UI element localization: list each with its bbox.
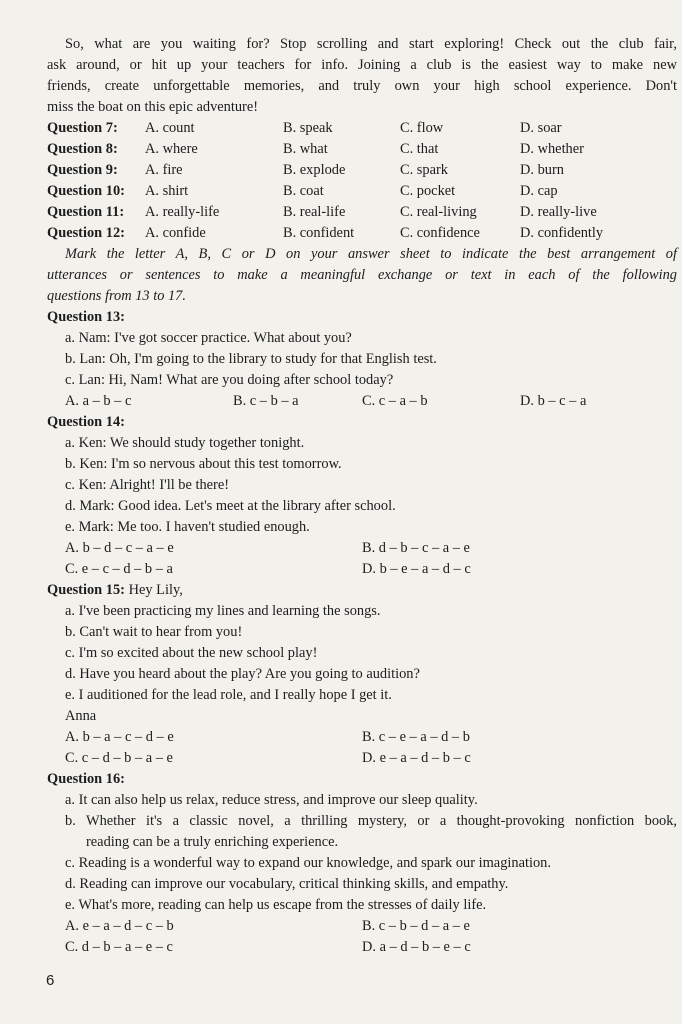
intro-line: friends, create unforgettable memories, and truly own your high school experience. Don't (47, 78, 677, 94)
option-d[interactable]: D. b – c – a (520, 393, 587, 409)
utterance: b. Ken: I'm so nervous about this test tomorrow. (65, 456, 342, 472)
option-d[interactable]: D. soar (520, 120, 562, 136)
option-c[interactable]: C. that (400, 141, 439, 157)
instruction-line: questions from 13 to 17. (47, 288, 186, 304)
page-number: 6 (46, 972, 55, 989)
question-title: Question 13: (47, 309, 125, 325)
intro-line: So, what are you waiting for? Stop scrolling and start exploring! Check out the club fair, (65, 36, 677, 52)
utterance: a. Nam: I've got soccer practice. What about you? (65, 330, 352, 346)
option-b[interactable]: B. confident (283, 225, 355, 241)
sentence: c. Reading is a wonderful way to expand our knowledge, and spark our imagination. (65, 855, 551, 871)
option-d[interactable]: D. burn (520, 162, 564, 178)
question-label: Question 8: (47, 141, 118, 157)
option-d[interactable]: D. really-live (520, 204, 597, 220)
question-label: Question 11: (47, 204, 125, 220)
option-c[interactable]: C. c – d – b – a – e (65, 750, 173, 766)
option-c[interactable]: C. spark (400, 162, 448, 178)
question-label: Question 10: (47, 183, 125, 199)
option-a[interactable]: A. b – d – c – a – e (65, 540, 174, 556)
option-b[interactable]: B. coat (283, 183, 324, 199)
utterance: a. I've been practicing my lines and learning the songs. (65, 603, 381, 619)
option-a[interactable]: A. confide (145, 225, 206, 241)
option-b[interactable]: B. c – b – a (233, 393, 299, 409)
option-c[interactable]: C. e – c – d – b – a (65, 561, 173, 577)
utterance: b. Lan: Oh, I'm going to the library to study for that English test. (65, 351, 437, 367)
option-d[interactable]: D. e – a – d – b – c (362, 750, 471, 766)
option-b[interactable]: B. what (283, 141, 328, 157)
question-title: Question 14: (47, 414, 125, 430)
option-a[interactable]: A. a – b – c (65, 393, 132, 409)
sentence: b. Whether it's a classic novel, a thrilling mystery, or a thought-provoking nonfiction book, (65, 813, 677, 829)
option-a[interactable]: A. b – a – c – d – e (65, 729, 174, 745)
option-c[interactable]: C. c – a – b (362, 393, 428, 409)
option-b[interactable]: B. real-life (283, 204, 346, 220)
option-b[interactable]: B. explode (283, 162, 346, 178)
sentence: a. It can also help us relax, reduce stress, and improve our sleep quality. (65, 792, 478, 808)
sentence: d. Reading can improve our vocabulary, critical thinking skills, and empathy. (65, 876, 509, 892)
sentence: e. What's more, reading can help us escape from the stresses of daily life. (65, 897, 487, 913)
option-c[interactable]: C. confidence (400, 225, 480, 241)
instruction-line: utterances or sentences to make a meaningful exchange or text in each of the following (47, 267, 677, 283)
question-title: Question 15: (47, 582, 125, 598)
option-c[interactable]: C. pocket (400, 183, 456, 199)
option-b[interactable]: B. c – e – a – d – b (362, 729, 470, 745)
option-a[interactable]: A. shirt (145, 183, 189, 199)
utterance: e. I auditioned for the lead role, and I really hope I get it. (65, 687, 392, 703)
instruction-line: Mark the letter A, B, C or D on your answer sheet to indicate the best arrangement of (65, 246, 677, 262)
intro-line: ask around, or hit up your teachers for info. Joining a club is the easiest way to make new (47, 57, 677, 73)
intro-line: miss the boat on this epic adventure! (47, 99, 259, 115)
utterance: d. Mark: Good idea. Let's meet at the library after school. (65, 498, 396, 514)
option-a[interactable]: A. where (145, 141, 198, 157)
option-d[interactable]: D. confidently (520, 225, 604, 241)
option-d[interactable]: D. a – d – b – e – c (362, 939, 471, 955)
option-c[interactable]: C. real-living (400, 204, 477, 220)
utterance: a. Ken: We should study together tonight. (65, 435, 305, 451)
option-c[interactable]: C. d – b – a – e – c (65, 939, 173, 955)
option-b[interactable]: B. d – b – c – a – e (362, 540, 470, 556)
utterance: d. Have you heard about the play? Are you going to audition? (65, 666, 420, 682)
utterance: b. Can't wait to hear from you! (65, 624, 243, 640)
question-title: Question 16: (47, 771, 125, 787)
option-a[interactable]: A. really-life (145, 204, 220, 220)
utterance: c. I'm so excited about the new school play! (65, 645, 318, 661)
letter-signoff: Anna (65, 708, 97, 724)
sentence-continuation: reading can be a truly enriching experience. (86, 834, 339, 850)
option-c[interactable]: C. flow (400, 120, 444, 136)
question-label: Question 7: (47, 120, 118, 136)
option-a[interactable]: A. e – a – d – c – b (65, 918, 174, 934)
option-b[interactable]: B. speak (283, 120, 333, 136)
letter-greeting: Hey Lily, (128, 582, 183, 598)
option-d[interactable]: D. cap (520, 183, 558, 199)
option-a[interactable]: A. fire (145, 162, 183, 178)
question-label: Question 9: (47, 162, 118, 178)
utterance: c. Ken: Alright! I'll be there! (65, 477, 230, 493)
utterance: c. Lan: Hi, Nam! What are you doing after school today? (65, 372, 394, 388)
utterance: e. Mark: Me too. I haven't studied enough. (65, 519, 310, 535)
option-d[interactable]: D. whether (520, 141, 584, 157)
question-title-row (47, 580, 183, 601)
option-b[interactable]: B. c – b – d – a – e (362, 918, 470, 934)
question-label: Question 12: (47, 225, 125, 241)
option-d[interactable]: D. b – e – a – d – c (362, 561, 471, 577)
option-a[interactable]: A. count (145, 120, 195, 136)
